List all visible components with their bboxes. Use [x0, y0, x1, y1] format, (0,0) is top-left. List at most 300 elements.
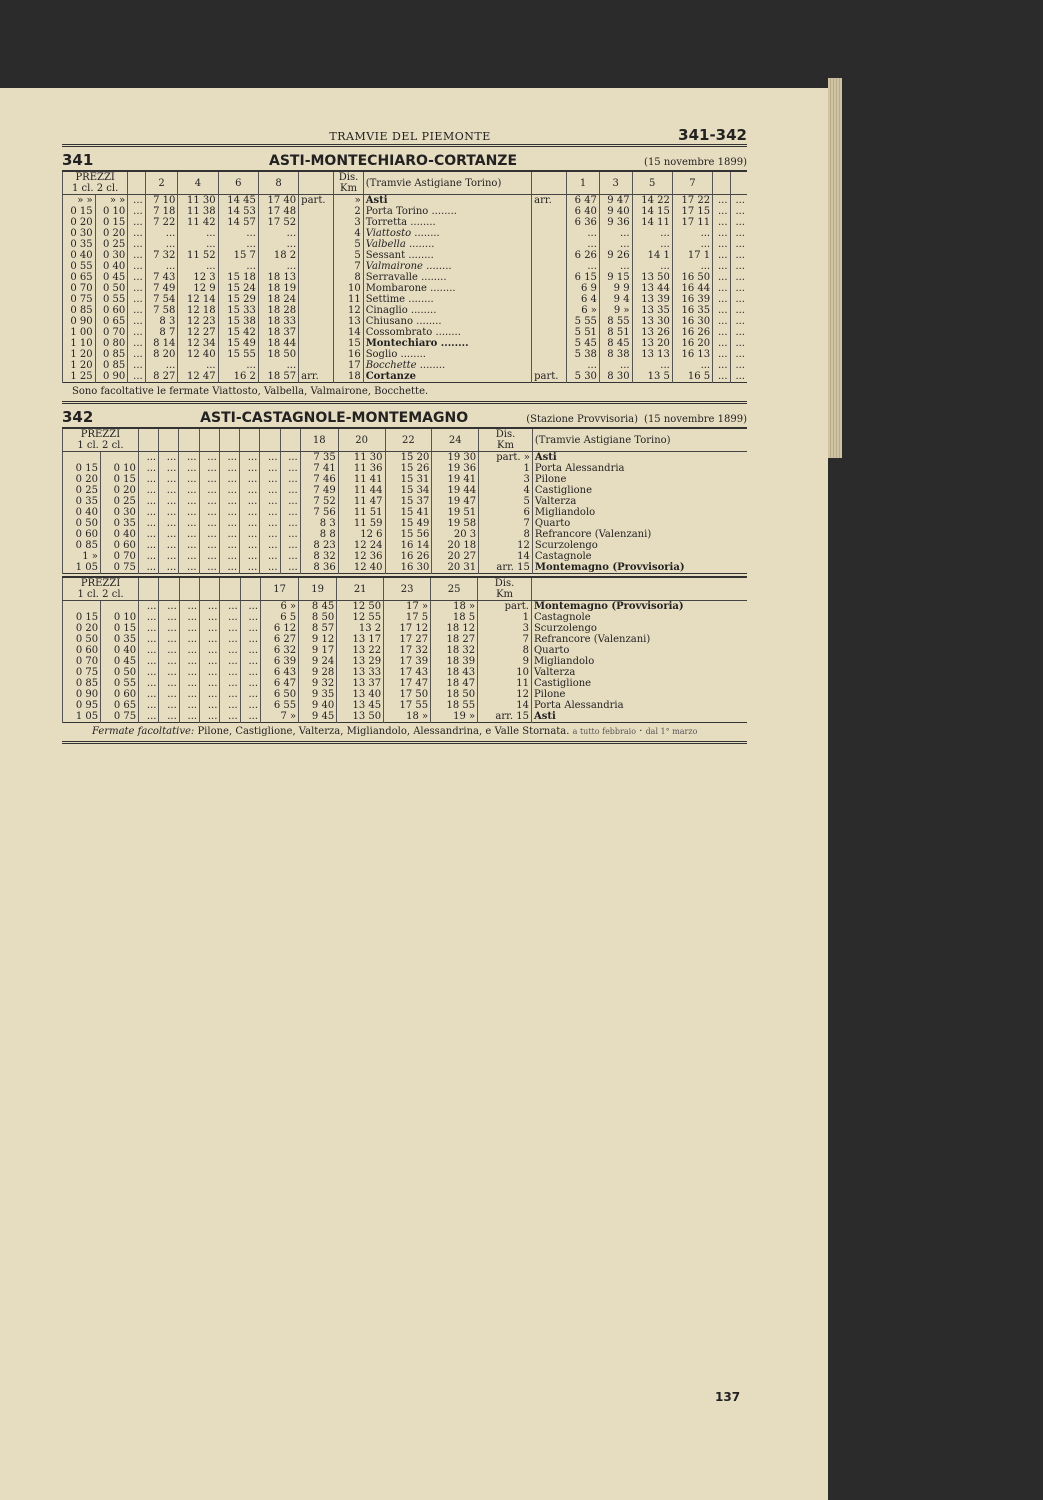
- time-cell: 8 20: [145, 349, 178, 360]
- empty-cell: ...: [159, 711, 179, 723]
- table-row: [63, 667, 748, 678]
- time-cell: 8 27: [145, 371, 178, 383]
- station-name: Castiglione: [531, 678, 747, 689]
- time-cell: ...: [258, 228, 298, 239]
- empty-cell: ...: [159, 667, 179, 678]
- empty-cell: ...: [280, 485, 300, 496]
- time-cell: 5 30: [567, 371, 600, 383]
- time-cell: ...: [713, 283, 730, 294]
- time-cell: 17 22: [672, 195, 712, 207]
- time-cell: ...: [672, 261, 712, 272]
- time-cell: 17 47: [384, 678, 431, 689]
- time-cell: ...: [730, 283, 747, 294]
- price-2cl: 0 85: [95, 349, 128, 360]
- train-number: 21: [337, 577, 384, 601]
- time-cell: 11 36: [338, 463, 385, 474]
- price-1cl: 0 20: [63, 217, 96, 228]
- time-cell: ...: [632, 228, 672, 239]
- time-cell: 12 9: [178, 283, 218, 294]
- time-cell: ...: [713, 327, 730, 338]
- direction-mark: [299, 327, 334, 338]
- price-2cl: 0 55: [101, 678, 139, 689]
- time-cell: 13 20: [632, 338, 672, 349]
- price-2cl: 0 70: [100, 551, 138, 562]
- price-1cl: 0 20: [63, 474, 101, 485]
- direction-mark: [532, 305, 567, 316]
- table-row: [63, 540, 748, 551]
- time-cell: ...: [258, 261, 298, 272]
- time-cell: 14 22: [632, 195, 672, 207]
- time-cell: 17 40: [258, 195, 298, 207]
- empty-cell: ...: [179, 496, 199, 507]
- time-cell: ...: [730, 360, 747, 371]
- time-cell: 12 6: [338, 529, 385, 540]
- station-name: Montemagno (Provvisoria): [531, 601, 747, 613]
- time-cell: 17 32: [384, 645, 431, 656]
- time-cell: 8 36: [300, 562, 338, 574]
- time-cell: 6 40: [567, 206, 600, 217]
- time-cell: 6 55: [261, 700, 299, 711]
- time-cell: 14 57: [218, 217, 258, 228]
- empty-cell: ...: [138, 485, 158, 496]
- page-range: 341-342: [678, 126, 747, 144]
- empty-cell: ...: [179, 474, 199, 485]
- time-cell: ...: [599, 261, 632, 272]
- empty-cell: ...: [240, 562, 260, 574]
- time-cell: 8 8: [300, 529, 338, 540]
- price-2cl: 0 40: [95, 261, 128, 272]
- empty-cell: ...: [179, 711, 199, 723]
- km-cell: 5: [334, 239, 363, 250]
- empty-cell: ...: [240, 623, 260, 634]
- empty-cell: ...: [240, 463, 260, 474]
- km-cell: 13: [334, 316, 363, 327]
- station-name: Scurzolengo: [532, 540, 747, 551]
- time-cell: 17 15: [672, 206, 712, 217]
- empty-cell: ...: [179, 507, 199, 518]
- time-cell: ...: [128, 349, 145, 360]
- time-cell: 8 14: [145, 338, 178, 349]
- train-number: 7: [672, 171, 712, 195]
- time-cell: 18 28: [258, 305, 298, 316]
- empty-cell: ...: [220, 700, 240, 711]
- table-row: [63, 485, 748, 496]
- table-row: [63, 634, 748, 645]
- time-cell: 12 3: [178, 272, 218, 283]
- time-cell: 18 5: [431, 612, 478, 623]
- time-cell: 19 36: [432, 463, 479, 474]
- time-cell: 5 55: [567, 316, 600, 327]
- km-cell: 8: [478, 645, 532, 656]
- table-row: [63, 656, 748, 667]
- empty-cell: ...: [139, 612, 159, 623]
- time-cell: 13 50: [632, 272, 672, 283]
- time-cell: 15 49: [385, 518, 432, 529]
- empty-cell: ...: [139, 700, 159, 711]
- direction-mark: [532, 294, 567, 305]
- km-cell: 14: [478, 700, 532, 711]
- station-name: Scurzolengo: [531, 623, 747, 634]
- time-cell: ...: [567, 261, 600, 272]
- km-cell: 5: [479, 496, 533, 507]
- route-date: (15 novembre 1899): [644, 414, 747, 425]
- time-cell: 14 15: [632, 206, 672, 217]
- time-cell: 17 39: [384, 656, 431, 667]
- station-name: Pilone: [532, 474, 747, 485]
- time-cell: ...: [218, 360, 258, 371]
- time-cell: 7 32: [145, 250, 178, 261]
- empty-cell: ...: [200, 612, 220, 623]
- empty-cell: ...: [220, 711, 240, 723]
- time-cell: 13 37: [337, 678, 384, 689]
- empty-cell: ...: [219, 474, 239, 485]
- page-number: 137: [715, 1390, 741, 1404]
- empty-cell: ...: [220, 601, 240, 613]
- empty-cell: ...: [139, 623, 159, 634]
- time-cell: 9 »: [599, 305, 632, 316]
- empty-cell: ...: [199, 518, 219, 529]
- time-cell: 11 47: [338, 496, 385, 507]
- time-cell: 6 »: [567, 305, 600, 316]
- price-1cl: 0 75: [63, 294, 96, 305]
- time-cell: 18 57: [258, 371, 298, 383]
- time-cell: 15 29: [218, 294, 258, 305]
- price-1cl: 0 60: [63, 645, 101, 656]
- time-cell: 14 1: [632, 250, 672, 261]
- time-cell: ...: [178, 261, 218, 272]
- empty-cell: ...: [199, 485, 219, 496]
- price-2cl: » »: [95, 195, 128, 207]
- time-cell: 12 47: [178, 371, 218, 383]
- time-cell: ...: [730, 261, 747, 272]
- empty-cell: ...: [179, 656, 199, 667]
- timetable-content: [62, 126, 747, 744]
- empty-cell: ...: [179, 689, 199, 700]
- station-name: Settime ........: [363, 294, 531, 305]
- train-number: 8: [258, 171, 298, 195]
- station-name: Pilone: [531, 689, 747, 700]
- empty-cell: ...: [138, 562, 158, 574]
- direction-mark: [532, 283, 567, 294]
- time-cell: ...: [128, 206, 145, 217]
- time-cell: ...: [128, 338, 145, 349]
- time-cell: ...: [730, 272, 747, 283]
- empty-cell: ...: [280, 529, 300, 540]
- table-row: [63, 283, 748, 294]
- empty-cell: ...: [139, 634, 159, 645]
- time-cell: 7 49: [300, 485, 338, 496]
- empty-cell: ...: [200, 711, 220, 723]
- direction-mark: [532, 360, 567, 371]
- time-cell: 7 43: [145, 272, 178, 283]
- time-cell: 13 5: [632, 371, 672, 383]
- train-number: 6: [218, 171, 258, 195]
- time-cell: ...: [730, 305, 747, 316]
- time-cell: ...: [713, 250, 730, 261]
- empty-cell: ...: [179, 529, 199, 540]
- time-cell: ...: [145, 228, 178, 239]
- direction-mark: [532, 349, 567, 360]
- time-cell: 16 50: [672, 272, 712, 283]
- direction-mark: [532, 250, 567, 261]
- empty-cell: ...: [179, 518, 199, 529]
- empty-cell: ...: [199, 562, 219, 574]
- km-cell: part. »: [479, 452, 533, 464]
- price-2cl: 0 15: [95, 217, 128, 228]
- direction-mark: [299, 217, 334, 228]
- empty-cell: ...: [240, 700, 260, 711]
- time-cell: 18 12: [431, 623, 478, 634]
- table-row: [63, 700, 748, 711]
- table-row: [63, 349, 748, 360]
- empty-cell: ...: [240, 529, 260, 540]
- time-cell: ...: [599, 360, 632, 371]
- empty-cell: ...: [159, 601, 179, 613]
- time-cell: ...: [128, 316, 145, 327]
- time-cell: ...: [599, 228, 632, 239]
- time-cell: ...: [730, 338, 747, 349]
- empty-cell: ...: [159, 485, 179, 496]
- km-cell: 14: [334, 327, 363, 338]
- direction-mark: [299, 349, 334, 360]
- table-row: [63, 711, 748, 723]
- time-cell: ...: [128, 239, 145, 250]
- section-341-head: [62, 151, 747, 169]
- time-cell: 16 44: [672, 283, 712, 294]
- time-cell: 8 32: [300, 551, 338, 562]
- table-row: [63, 452, 748, 464]
- time-cell: ...: [730, 250, 747, 261]
- empty-cell: ...: [240, 474, 260, 485]
- time-cell: 18 39: [431, 656, 478, 667]
- time-cell: 17 43: [384, 667, 431, 678]
- empty-cell: ...: [199, 540, 219, 551]
- empty-cell: ...: [200, 689, 220, 700]
- time-cell: 8 7: [145, 327, 178, 338]
- time-cell: ...: [713, 195, 730, 207]
- direction-mark: [299, 360, 334, 371]
- time-cell: 19 47: [432, 496, 479, 507]
- time-cell: ...: [632, 360, 672, 371]
- price-1cl: 0 70: [63, 656, 101, 667]
- direction-mark: [299, 294, 334, 305]
- time-cell: ...: [730, 239, 747, 250]
- price-1cl: 0 85: [63, 678, 101, 689]
- time-cell: 18 »: [431, 601, 478, 613]
- time-cell: ...: [128, 305, 145, 316]
- time-cell: ...: [730, 217, 747, 228]
- km-cell: 12: [479, 540, 533, 551]
- empty-cell: ...: [199, 551, 219, 562]
- time-cell: 15 41: [385, 507, 432, 518]
- empty-cell: ...: [138, 529, 158, 540]
- empty-cell: ...: [179, 562, 199, 574]
- time-cell: 6 47: [567, 195, 600, 207]
- table-row: [63, 562, 748, 574]
- time-cell: ...: [713, 228, 730, 239]
- table-row: [63, 360, 748, 371]
- time-cell: 17 52: [258, 217, 298, 228]
- km-cell: 10: [478, 667, 532, 678]
- time-cell: 15 33: [218, 305, 258, 316]
- station-name: Asti: [532, 452, 747, 464]
- time-cell: 19 41: [432, 474, 479, 485]
- table-row: [63, 250, 748, 261]
- empty-cell: ...: [280, 562, 300, 574]
- time-cell: 20 3: [432, 529, 479, 540]
- direction-mark: part.: [532, 371, 567, 383]
- time-cell: 17 50: [384, 689, 431, 700]
- time-cell: 17 1: [672, 250, 712, 261]
- time-cell: 9 15: [599, 272, 632, 283]
- train-number: 5: [632, 171, 672, 195]
- time-cell: 19 58: [432, 518, 479, 529]
- time-cell: ...: [672, 228, 712, 239]
- time-cell: 8 3: [145, 316, 178, 327]
- station-name: Cossombrato ........: [363, 327, 531, 338]
- price-2cl: 0 10: [101, 612, 139, 623]
- price-2cl: 0 40: [100, 529, 138, 540]
- time-cell: 15 7: [218, 250, 258, 261]
- train-number: 20: [338, 428, 385, 452]
- price-1cl: 1 10: [63, 338, 96, 349]
- price-2cl: 0 35: [101, 634, 139, 645]
- time-cell: 6 36: [567, 217, 600, 228]
- time-cell: 6 47: [261, 678, 299, 689]
- direction-mark: [299, 250, 334, 261]
- station-name: Valmairone ........: [363, 261, 531, 272]
- price-2cl: 0 70: [95, 327, 128, 338]
- km-cell: 4: [334, 228, 363, 239]
- empty-cell: ...: [240, 452, 260, 464]
- empty-cell: ...: [200, 667, 220, 678]
- km-cell: 4: [479, 485, 533, 496]
- price-2cl: 0 10: [100, 463, 138, 474]
- km-cell: arr. 15: [479, 562, 533, 574]
- time-cell: 17 11: [672, 217, 712, 228]
- time-cell: 20 27: [432, 551, 479, 562]
- time-cell: 15 20: [385, 452, 432, 464]
- company-header: (Tramvie Astigiane Torino): [363, 171, 531, 195]
- time-cell: 18 50: [258, 349, 298, 360]
- km-cell: 9: [478, 656, 532, 667]
- time-cell: ...: [128, 327, 145, 338]
- table-row: [63, 371, 748, 383]
- time-cell: 9 9: [599, 283, 632, 294]
- time-cell: 9 26: [599, 250, 632, 261]
- section-number: 341: [62, 151, 94, 169]
- time-cell: 19 44: [432, 485, 479, 496]
- time-cell: 9 4: [599, 294, 632, 305]
- empty-cell: ...: [200, 601, 220, 613]
- empty-cell: ...: [179, 485, 199, 496]
- time-cell: 20 18: [432, 540, 479, 551]
- empty-cell: ...: [240, 601, 260, 613]
- empty-cell: ...: [179, 700, 199, 711]
- empty-cell: ...: [138, 452, 158, 464]
- station-name: Refrancore (Valenzani): [531, 634, 747, 645]
- km-cell: 8: [479, 529, 533, 540]
- station-note: (Stazione Provvisoria): [526, 414, 639, 425]
- time-cell: 16 5: [672, 371, 712, 383]
- empty-cell: ...: [179, 634, 199, 645]
- time-cell: 7 22: [145, 217, 178, 228]
- empty-cell: ...: [240, 612, 260, 623]
- time-cell: 9 12: [299, 634, 337, 645]
- empty-cell: ...: [219, 562, 239, 574]
- time-cell: 11 42: [178, 217, 218, 228]
- price-1cl: 0 25: [63, 485, 101, 496]
- station-name: Castagnole: [532, 551, 747, 562]
- time-cell: ...: [730, 327, 747, 338]
- time-cell: 13 26: [632, 327, 672, 338]
- empty-cell: ...: [219, 507, 239, 518]
- empty-cell: ...: [199, 452, 219, 464]
- note-341: Sono facoltative le fermate Viattosto, Valbella, Valmairone, Bocchette.: [62, 383, 747, 404]
- direction-mark: [299, 272, 334, 283]
- time-cell: ...: [713, 294, 730, 305]
- table-342-down: [62, 427, 747, 574]
- time-cell: 18 19: [258, 283, 298, 294]
- price-2cl: [100, 452, 138, 464]
- km-cell: 16: [334, 349, 363, 360]
- empty-cell: ...: [260, 529, 280, 540]
- empty-cell: ...: [138, 474, 158, 485]
- time-cell: 8 45: [599, 338, 632, 349]
- empty-cell: ...: [159, 540, 179, 551]
- station-name: Serravalle ........: [363, 272, 531, 283]
- company-header: (Tramvie Astigiane Torino): [532, 428, 747, 452]
- section-342-head: [62, 408, 747, 426]
- empty-cell: ...: [199, 474, 219, 485]
- time-cell: 6 26: [567, 250, 600, 261]
- empty-cell: ...: [159, 551, 179, 562]
- time-cell: 7 35: [300, 452, 338, 464]
- time-cell: 16 30: [672, 316, 712, 327]
- empty-cell: ...: [199, 496, 219, 507]
- direction-mark: [532, 228, 567, 239]
- table-row: [63, 294, 748, 305]
- price-1cl: 0 65: [63, 272, 96, 283]
- direction-mark: [532, 338, 567, 349]
- time-cell: 15 42: [218, 327, 258, 338]
- prices-header: PREZZI 1 cl. 2 cl.: [63, 171, 128, 195]
- table-row: [63, 507, 748, 518]
- price-1cl: 0 90: [63, 316, 96, 327]
- time-cell: 9 24: [299, 656, 337, 667]
- price-2cl: 0 25: [100, 496, 138, 507]
- price-2cl: 0 15: [100, 474, 138, 485]
- empty-cell: ...: [260, 474, 280, 485]
- empty-cell: ...: [179, 645, 199, 656]
- time-cell: 8 23: [300, 540, 338, 551]
- time-cell: 5 45: [567, 338, 600, 349]
- empty-cell: ...: [240, 496, 260, 507]
- empty-cell: ...: [179, 463, 199, 474]
- empty-cell: ...: [219, 551, 239, 562]
- time-cell: 16 26: [672, 327, 712, 338]
- empty-cell: ...: [138, 507, 158, 518]
- empty-cell: ...: [179, 623, 199, 634]
- direction-mark: [532, 327, 567, 338]
- time-cell: 6 »: [261, 601, 299, 613]
- time-cell: 6 43: [261, 667, 299, 678]
- km-cell: 15: [334, 338, 363, 349]
- empty-cell: ...: [220, 634, 240, 645]
- time-cell: ...: [128, 283, 145, 294]
- price-1cl: 0 60: [63, 529, 101, 540]
- train-number: 24: [432, 428, 479, 452]
